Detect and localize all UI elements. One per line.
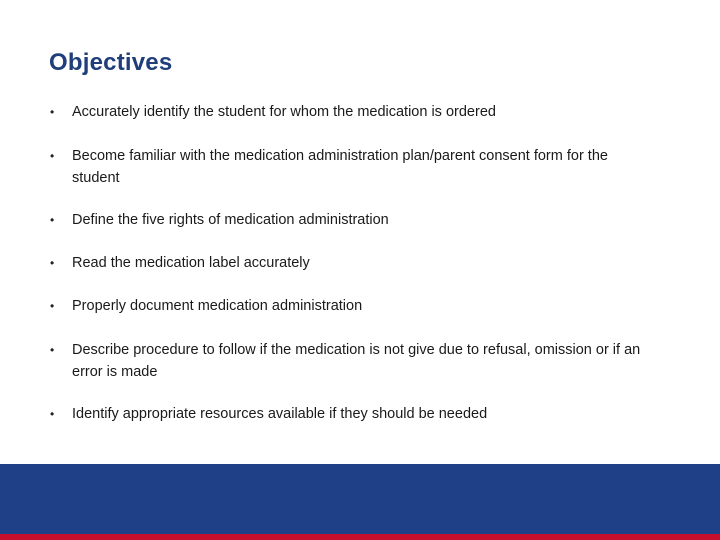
list-item — [50, 339, 670, 383]
list-item-text: Become familiar with the medication administration plan/parent consent form for the student — [72, 148, 608, 186]
list-item-text: Properly document medication administration — [72, 298, 363, 314]
bullet-marker: • — [50, 213, 55, 227]
bullet-marker: • — [50, 299, 55, 313]
footer-band — [0, 464, 720, 534]
bullet-marker: • — [50, 149, 55, 163]
list-item-text: Identify appropriate resources available if they should be needed — [72, 406, 488, 422]
list-item — [50, 252, 670, 274]
slide-title: Objectives — [49, 49, 173, 76]
bullet-marker: • — [50, 407, 55, 421]
footer-stripe — [0, 534, 720, 540]
list-item-text: Read the medication label accurately — [72, 255, 310, 271]
list-item — [50, 403, 670, 425]
list-item — [50, 209, 670, 231]
list-item — [50, 295, 670, 317]
list-item-text: Accurately identify the student for whom the medication is ordered — [72, 104, 496, 120]
list-item-text: Describe procedure to follow if the medication is not give due to refusal, omission or if an error is made — [72, 342, 641, 380]
list-item — [50, 101, 670, 123]
list-item-text: Define the five rights of medication administration — [72, 212, 389, 228]
list-item — [50, 145, 670, 189]
bullet-marker: • — [50, 343, 55, 357]
bullet-marker: • — [50, 105, 55, 119]
bullet-marker: • — [50, 256, 55, 270]
